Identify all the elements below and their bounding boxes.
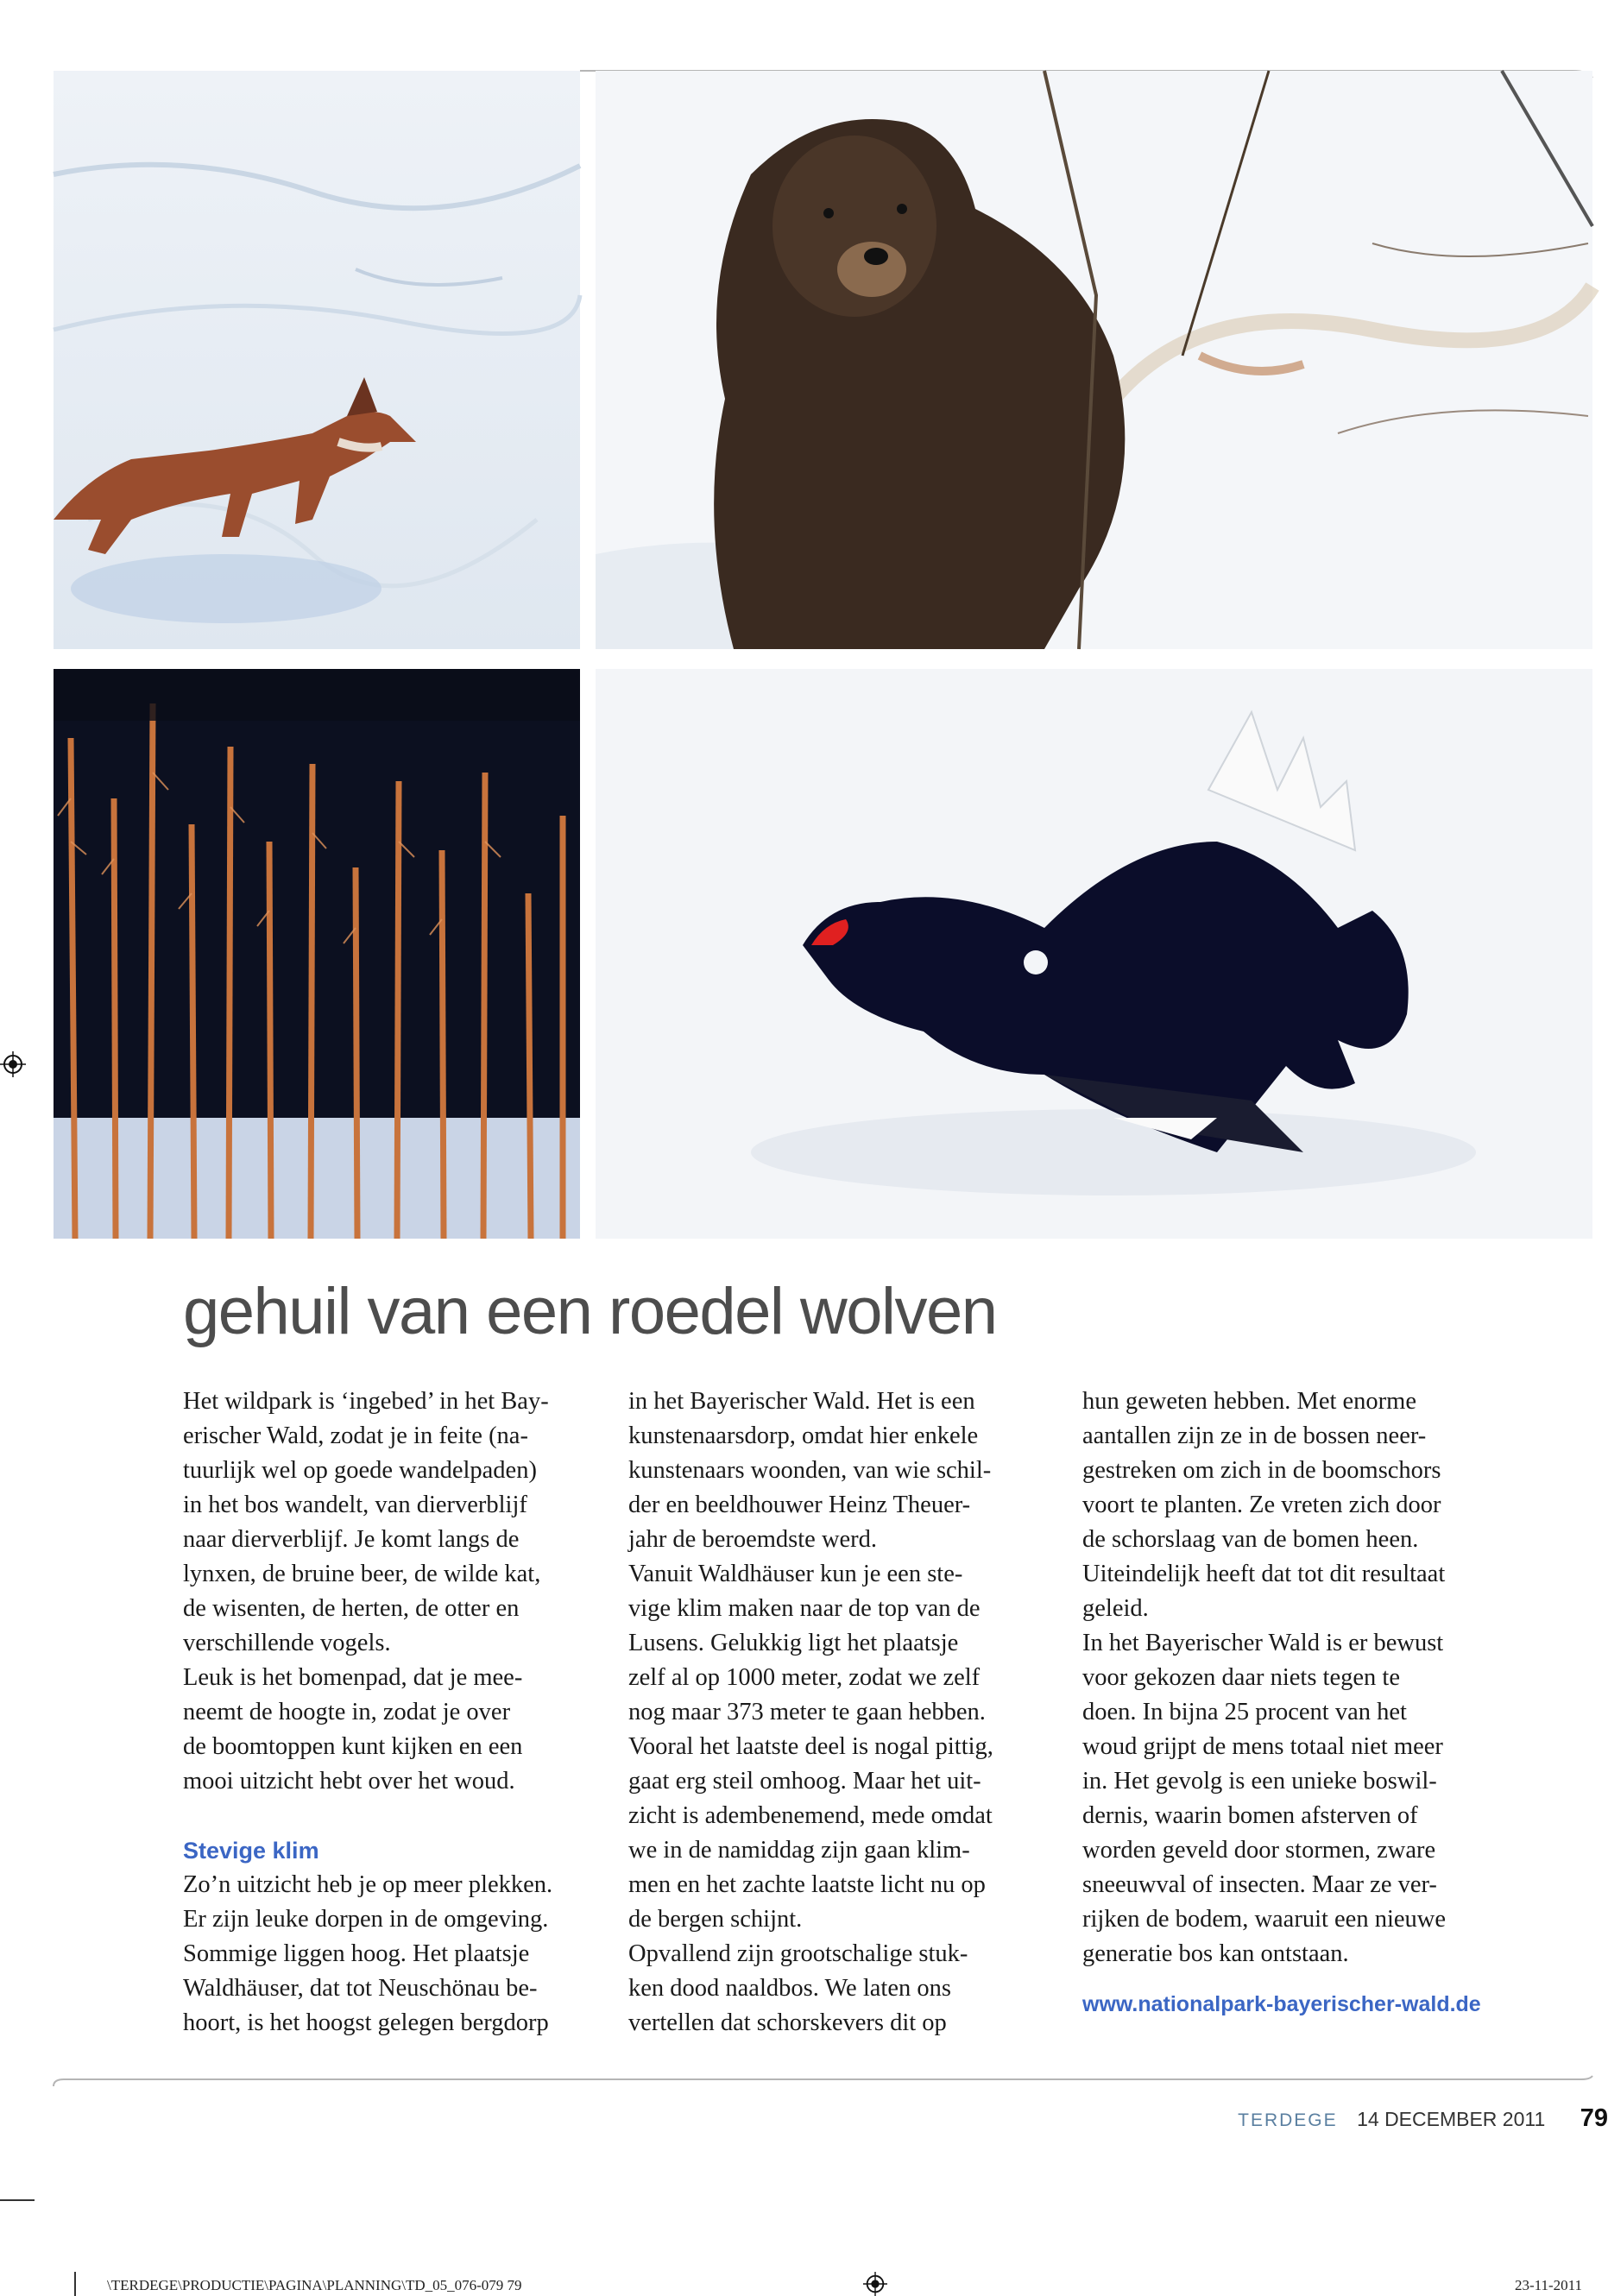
text-line: mooi uitzicht hebt over het woud. bbox=[183, 1768, 515, 1795]
forest-photo bbox=[54, 669, 580, 1239]
registration-mark-icon bbox=[0, 1051, 26, 1077]
text-line: vige klim maken naar de top van de bbox=[628, 1595, 981, 1622]
text-line: de boomtoppen kunt kijken en een bbox=[183, 1733, 523, 1760]
text-line: jahr de beroemdste werd. bbox=[628, 1526, 878, 1553]
text-line: in het bos wandelt, van dierverblijf bbox=[183, 1492, 527, 1518]
page-folio bbox=[1238, 2101, 1608, 2135]
text-line: Vanuit Waldhäuser kun je een ste- bbox=[628, 1561, 963, 1587]
text-line: Er zijn leuke dorpen in de omgeving. bbox=[183, 1906, 549, 1933]
article-column-3 bbox=[1082, 1385, 1514, 2022]
crop-mark bbox=[0, 2199, 35, 2201]
text-line: Zo’n uitzicht heb je op meer plekken. bbox=[183, 1871, 553, 1898]
text-line: in. Het gevolg is een unieke boswil- bbox=[1082, 1768, 1437, 1795]
production-slug: \TERDEGE\PRODUCTIE\PAGINA\PLANNING\TD_05_076-079 79 bbox=[107, 2277, 522, 2293]
registration-mark-icon bbox=[862, 2272, 888, 2296]
subheading: Stevige klim bbox=[183, 1838, 319, 1864]
text-line: hoort, is het hoogst gelegen bergdorp bbox=[183, 2009, 549, 2036]
article-column-2 bbox=[628, 1385, 1060, 2041]
text-line: Sommige liggen hoog. Het plaatsje bbox=[183, 1940, 530, 1967]
text-line: Lusens. Gelukkig ligt het plaatsje bbox=[628, 1630, 959, 1656]
crop-mark bbox=[74, 2272, 76, 2296]
text-line: zicht is adembenemend, mede omdat bbox=[628, 1802, 993, 1829]
text-line: tuurlijk wel op goede wandelpaden) bbox=[183, 1457, 537, 1484]
text-line: we in de namiddag zijn gaan klim- bbox=[628, 1837, 970, 1864]
text-line: neemt de hoogte in, zodat je over bbox=[183, 1699, 511, 1725]
text-line: de bergen schijnt. bbox=[628, 1906, 803, 1933]
text-line: aantallen zijn ze in de bossen neer- bbox=[1082, 1422, 1427, 1449]
page-number: 79 bbox=[1580, 2104, 1608, 2132]
website-link[interactable]: www.nationalpark-bayerischer-wald.de bbox=[1082, 1992, 1481, 2016]
text-line: Leuk is het bomenpad, dat je mee- bbox=[183, 1664, 523, 1691]
text-line: nog maar 373 meter te gaan hebben. bbox=[628, 1699, 986, 1725]
paragraph bbox=[183, 1868, 615, 2041]
text-line: Opvallend zijn grootschalige stuk- bbox=[628, 1940, 968, 1967]
article-column-1 bbox=[183, 1385, 615, 2041]
magazine-name: TERDEGE bbox=[1238, 2110, 1338, 2130]
paragraph bbox=[628, 1385, 1060, 1557]
text-line: doen. In bijna 25 procent van het bbox=[1082, 1699, 1407, 1725]
bear-photo bbox=[596, 71, 1592, 649]
text-line: erischer Wald, zodat je in feite (na- bbox=[183, 1422, 528, 1449]
text-line: Waldhäuser, dat tot Neuschönau be- bbox=[183, 1975, 538, 2002]
paragraph bbox=[628, 1557, 1060, 1937]
text-line: hun geweten hebben. Met enorme bbox=[1082, 1388, 1416, 1415]
text-line: ken dood naaldbos. We laten ons bbox=[628, 1975, 951, 2002]
text-line: lynxen, de bruine beer, de wilde kat, bbox=[183, 1561, 541, 1587]
paragraph bbox=[183, 1661, 615, 1799]
text-line: Uiteindelijk heeft dat tot dit resultaat bbox=[1082, 1561, 1446, 1587]
paragraph-gap bbox=[183, 1799, 615, 1833]
text-line: der en beeldhouwer Heinz Theuer- bbox=[628, 1492, 971, 1518]
text-line: kunstenaarsdorp, omdat hier enkele bbox=[628, 1422, 979, 1449]
text-line: rijken de bodem, waaruit een nieuwe bbox=[1082, 1906, 1447, 1933]
text-line: gaat erg steil omhoog. Maar het uit- bbox=[628, 1768, 981, 1795]
production-date: 23-11-2011 bbox=[1514, 2277, 1582, 2293]
paragraph bbox=[628, 1937, 1060, 2041]
text-line: de wisenten, de herten, de otter en bbox=[183, 1595, 520, 1622]
page-frame-bottom-line bbox=[54, 2076, 1592, 2093]
wolf-photo bbox=[54, 71, 580, 649]
text-line: geleid. bbox=[1082, 1595, 1149, 1622]
text-line: generatie bos kan ontstaan. bbox=[1082, 1940, 1349, 1967]
text-line: verschillende vogels. bbox=[183, 1630, 391, 1656]
text-line: sneeuwval of insecten. Maar ze ver- bbox=[1082, 1871, 1437, 1898]
article-headline: gehuil van een roedel wolven bbox=[183, 1275, 997, 1348]
text-line: Het wildpark is ‘ingebed’ in het Bay- bbox=[183, 1388, 549, 1415]
text-line: In het Bayerischer Wald is er bewust bbox=[1082, 1630, 1444, 1656]
text-line: kunstenaars woonden, van wie schil- bbox=[628, 1457, 992, 1484]
text-line: zelf al op 1000 meter, zodat we zelf bbox=[628, 1664, 981, 1691]
text-line: in het Bayerischer Wald. Het is een bbox=[628, 1388, 975, 1415]
issue-date: 14 DECEMBER 2011 bbox=[1357, 2108, 1546, 2130]
text-line: worden geveld door stormen, zware bbox=[1082, 1837, 1436, 1864]
text-line: dernis, waarin bomen afsterven of bbox=[1082, 1802, 1418, 1829]
text-line: Vooral het laatste deel is nogal pittig, bbox=[628, 1733, 993, 1760]
text-line: vertellen dat schorskevers dit op bbox=[628, 2009, 947, 2036]
paragraph bbox=[1082, 1626, 1514, 1971]
text-line: woud grijpt de mens totaal niet meer bbox=[1082, 1733, 1443, 1760]
text-line: de schorslaag van de bomen heen. bbox=[1082, 1526, 1419, 1553]
text-line: gestreken om zich in de boomschors bbox=[1082, 1457, 1441, 1484]
paragraph bbox=[183, 1385, 615, 1661]
text-line: men en het zachte laatste licht nu op bbox=[628, 1871, 986, 1898]
black-grouse-photo bbox=[596, 669, 1592, 1239]
text-line: voort te planten. Ze vreten zich door bbox=[1082, 1492, 1441, 1518]
paragraph bbox=[1082, 1385, 1514, 1626]
text-line: voor gekozen daar niets tegen te bbox=[1082, 1664, 1400, 1691]
text-line: naar dierverblijf. Je komt langs de bbox=[183, 1526, 520, 1553]
